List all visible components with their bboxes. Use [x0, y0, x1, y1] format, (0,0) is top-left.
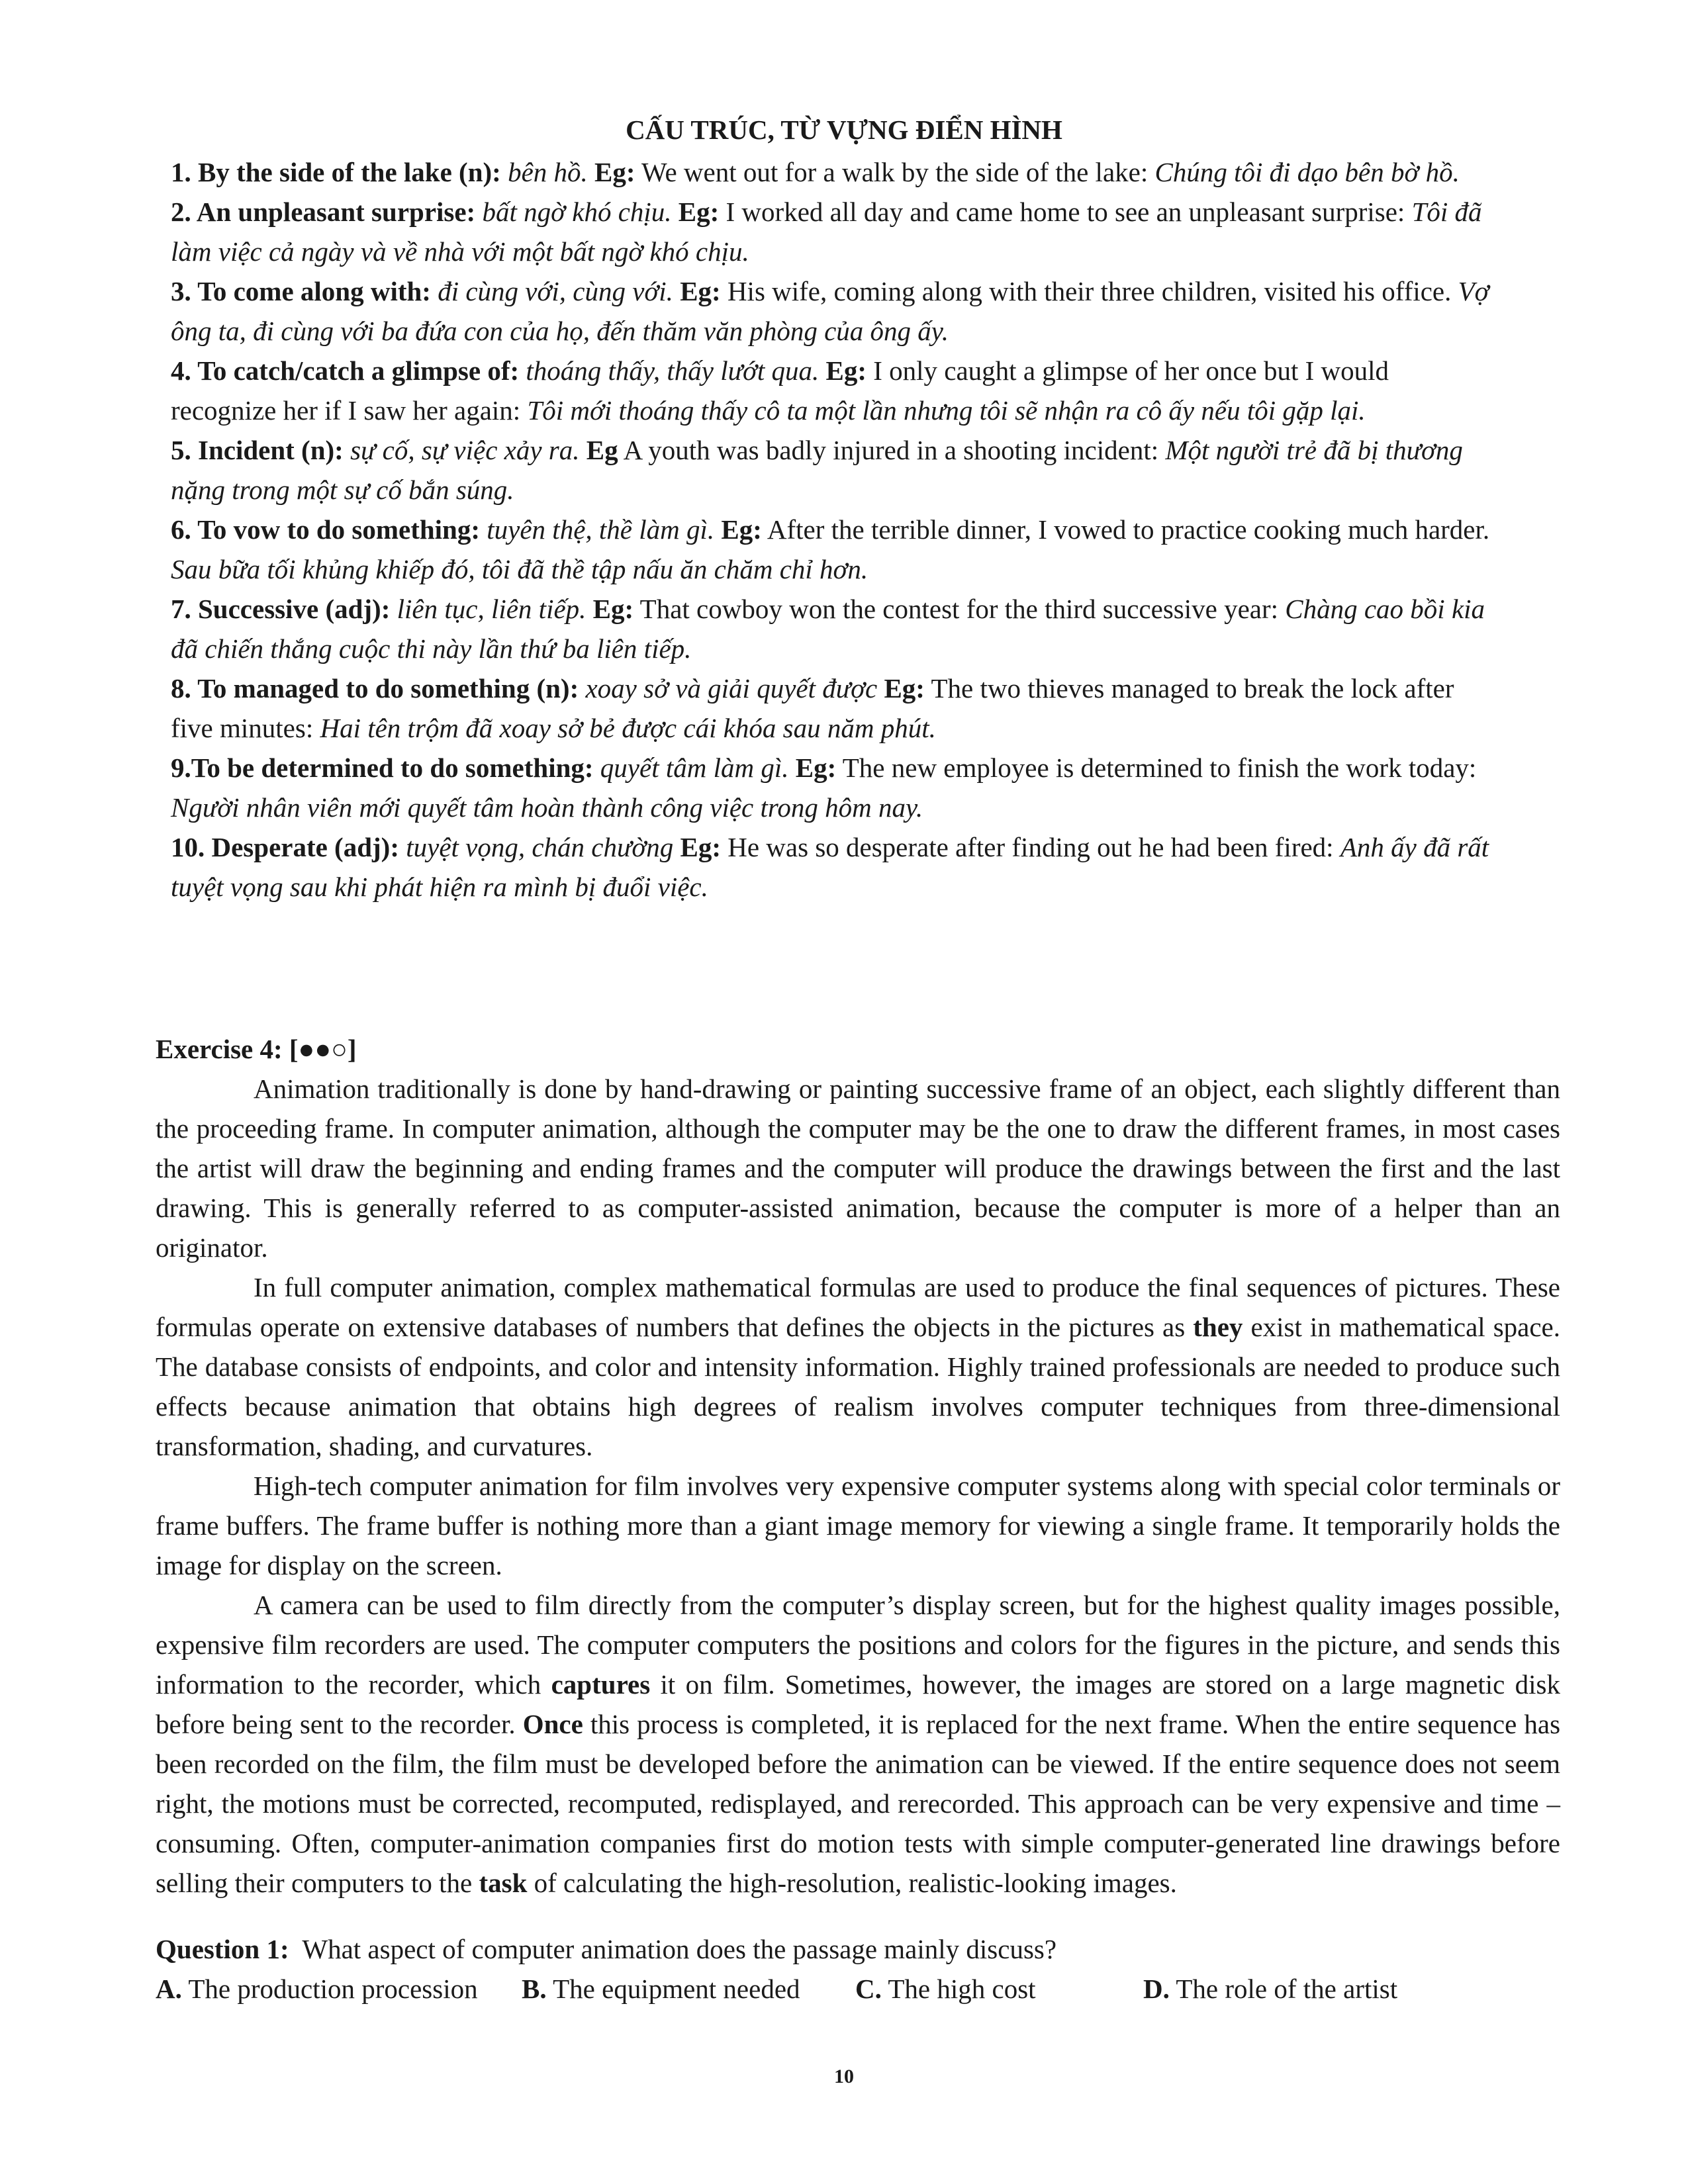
- vocab-item: [171, 152, 1495, 192]
- eg-label: Eg:: [678, 197, 720, 227]
- vocab-example: I only caught a glimpse of her once but I would recognize her if I saw her again:: [171, 355, 1389, 426]
- vocab-example: After the terrible dinner, I vowed to practice cooking much harder.: [767, 514, 1490, 545]
- vocab-item: [171, 827, 1495, 907]
- eg-label: Eg:: [680, 276, 721, 306]
- vocab-translation: Chúng tôi đi dạo bên bờ hồ.: [1154, 157, 1460, 187]
- vocab-translation: Anh ấy đã rất tuyệt vọng sau khi phát hiện ra mình bị đuổi việc.: [171, 832, 1489, 902]
- option-text: The role of the artist: [1176, 1974, 1398, 2004]
- passage-text: exist in mathematical space. The database consists of endpoints, and color and intensity information. Highly trained professionals are needed to produce such effects because animation that obtains high degrees of realism involves computer techniques from three-dimensional transformation, shading, and curvatures.: [156, 1312, 1561, 1461]
- vocab-term: 1. By the side of the lake (n):: [171, 157, 501, 187]
- eg-label: Eg:: [680, 832, 721, 862]
- vocab-item: [171, 510, 1495, 589]
- question-label: Question 1:: [156, 1934, 289, 1964]
- vocab-meaning: bất ngờ khó chịu.: [482, 197, 672, 227]
- passage-text: this process is completed, it is replaced for the next frame. When the entire sequence has been recorded on the film, the film must be developed before the animation can be viewed. If the entire sequence does not seem right, the motions must be corrected, recomputed, redisplayed, and rerecorded. This approach can be very expensive and time – consuming. Often, computer-animation companies first do motion tests with simple computer-generated line drawings before selling their computers to the: [156, 1709, 1561, 1898]
- exercise-heading: Exercise 4: [●●○]: [156, 1034, 357, 1064]
- vocab-example: The new employee is determined to finish the work today:: [842, 752, 1477, 783]
- passage-text: of calculating the high-resolution, realistic-looking images.: [534, 1868, 1177, 1898]
- option-letter: B.: [522, 1974, 547, 2004]
- vocab-meaning: xoay sở và giải quyết được: [585, 673, 878, 704]
- vocab-translation: Chàng cao bồi kia đã chiến thắng cuộc thi này lần thứ ba liên tiếp.: [171, 594, 1485, 664]
- option-letter: C.: [855, 1974, 882, 2004]
- vocab-translation: Tôi đã làm việc cả ngày và về nhà với một bất ngờ khó chịu.: [171, 197, 1482, 267]
- passage-paragraph: Animation traditionally is done by hand-drawing or painting successive frame of an object, each slightly different than the proceeding frame. In computer animation, although the computer may be the one to draw the different frames, in most cases the artist will draw the beginning and ending frames and the computer will produce the drawings between the first and the last drawing. This is generally referred to as computer-assisted animation, because the computer is more of a helper than an originator.: [156, 1073, 1560, 1263]
- vocab-translation: Người nhân viên mới quyết tâm hoàn thành công việc trong hôm nay.: [171, 792, 923, 823]
- vocab-term: 5. Incident (n):: [171, 435, 344, 465]
- vocab-example: The two thieves managed to break the lock after five minutes:: [171, 673, 1454, 743]
- option-d: [1143, 1969, 1397, 2009]
- vocab-item: [171, 192, 1495, 271]
- option-a: [156, 1969, 522, 2009]
- vocab-meaning: liên tục, liên tiếp.: [397, 594, 586, 624]
- vocab-meaning: tuyên thệ, thề làm gì.: [487, 514, 715, 545]
- vocab-meaning: bên hồ.: [508, 157, 588, 187]
- option-text: The equipment needed: [553, 1974, 800, 2004]
- highlighted-word: they: [1193, 1312, 1243, 1342]
- highlighted-word: captures: [551, 1669, 651, 1700]
- vocab-meaning: đi cùng với, cùng với.: [438, 276, 673, 306]
- question-text: What aspect of computer animation does the passage mainly discuss?: [302, 1934, 1057, 1964]
- passage-paragraph: [156, 1267, 1560, 1466]
- eg-label: Eg:: [825, 355, 867, 386]
- vocab-term: 6. To vow to do something:: [171, 514, 481, 545]
- vocab-meaning: sự cố, sự việc xảy ra.: [350, 435, 580, 465]
- option-text: The production procession: [188, 1974, 478, 2004]
- passage-text: it on film. Sometimes, however, the images are stored on a large magnetic disk before being sent to the recorder.: [156, 1669, 1560, 1739]
- vocab-meaning: thoáng thấy, thấy lướt qua.: [526, 355, 820, 386]
- vocab-term: 4. To catch/catch a glimpse of:: [171, 355, 520, 386]
- page-number: 10: [834, 2066, 854, 2087]
- vocab-item: [171, 430, 1495, 510]
- vocab-meaning: quyết tâm làm gì.: [600, 752, 789, 783]
- vocab-example: His wife, coming along with their three children, visited his office.: [727, 276, 1452, 306]
- answer-options: [156, 1969, 1560, 2009]
- highlighted-word: Once: [522, 1709, 583, 1739]
- question-block: [156, 1929, 1560, 2009]
- passage-text: A camera can be used to film directly from the computer’s display screen, but for the highest quality images possible, expensive film recorders are used. The computer computers the positions and colors for the figures in the picture, and sends this information to the recorder, which: [156, 1590, 1560, 1700]
- eg-label: Eg: [586, 435, 618, 465]
- vocab-example: We went out for a walk by the side of the lake:: [641, 157, 1149, 187]
- eg-label: Eg:: [592, 594, 634, 624]
- reading-passage: [156, 1069, 1560, 1903]
- vocab-term: 8. To managed to do something (n):: [171, 673, 579, 704]
- vocab-term: 7. Successive (adj):: [171, 594, 391, 624]
- passage-paragraph: [156, 1585, 1560, 1903]
- vocab-example: I worked all day and came home to see an unpleasant surprise:: [726, 197, 1405, 227]
- vocab-meaning: tuyệt vọng, chán chường: [406, 832, 674, 862]
- vocab-example: That cowboy won the contest for the third successive year:: [639, 594, 1279, 624]
- vocab-translation: Một người trẻ đã bị thương nặng trong một sự cố bắn súng.: [171, 435, 1463, 505]
- vocab-translation: Tôi mới thoáng thấy cô ta một lần nhưng tôi sẽ nhận ra cô ấy nếu tôi gặp lại.: [527, 395, 1366, 426]
- passage-paragraph: High-tech computer animation for film involves very expensive computer systems along with special color terminals or frame buffers. The frame buffer is nothing more than a giant image memory for viewing a single frame. It temporarily holds the image for display on the screen.: [156, 1471, 1560, 1580]
- vocab-item: [171, 271, 1495, 351]
- vocab-term: 2. An unpleasant surprise:: [171, 197, 476, 227]
- option-c: [855, 1969, 1143, 2009]
- vocabulary-list: [171, 152, 1495, 907]
- eg-label: Eg:: [884, 673, 925, 704]
- highlighted-word: task: [479, 1868, 528, 1898]
- vocab-example: A youth was badly injured in a shooting incident:: [623, 435, 1159, 465]
- passage-text: In full computer animation, complex mathematical formulas are used to produce the final sequences of pictures. These formulas operate on extensive databases of numbers that defines the objects in the pictures as: [156, 1272, 1560, 1342]
- vocab-translation: Hai tên trộm đã xoay sở bẻ được cái khóa sau năm phút.: [320, 713, 936, 743]
- vocab-term: 3. To come along with:: [171, 276, 431, 306]
- eg-label: Eg:: [721, 514, 762, 545]
- question-1: [156, 1929, 1560, 1969]
- option-text: The high cost: [888, 1974, 1036, 2004]
- vocab-item: [171, 748, 1495, 827]
- vocab-item: [171, 668, 1495, 748]
- vocab-translation: Vợ ông ta, đi cùng với ba đứa con của họ, đến thăm văn phòng của ông ấy.: [171, 276, 1489, 346]
- vocab-example: He was so desperate after finding out he had been fired:: [727, 832, 1334, 862]
- option-b: [522, 1969, 855, 2009]
- eg-label: Eg:: [795, 752, 837, 783]
- vocab-term: 10. Desperate (adj):: [171, 832, 399, 862]
- option-letter: A.: [156, 1974, 182, 2004]
- vocab-translation: Sau bữa tối khủng khiếp đó, tôi đã thề tập nấu ăn chăm chỉ hơn.: [171, 554, 868, 584]
- eg-label: Eg:: [594, 157, 635, 187]
- option-letter: D.: [1143, 1974, 1170, 2004]
- vocab-item: [171, 589, 1495, 668]
- page-title: CẤU TRÚC, TỪ VỰNG ĐIỂN HÌNH: [626, 114, 1062, 145]
- vocab-term: 9.To be determined to do something:: [171, 752, 594, 783]
- vocab-item: [171, 351, 1495, 430]
